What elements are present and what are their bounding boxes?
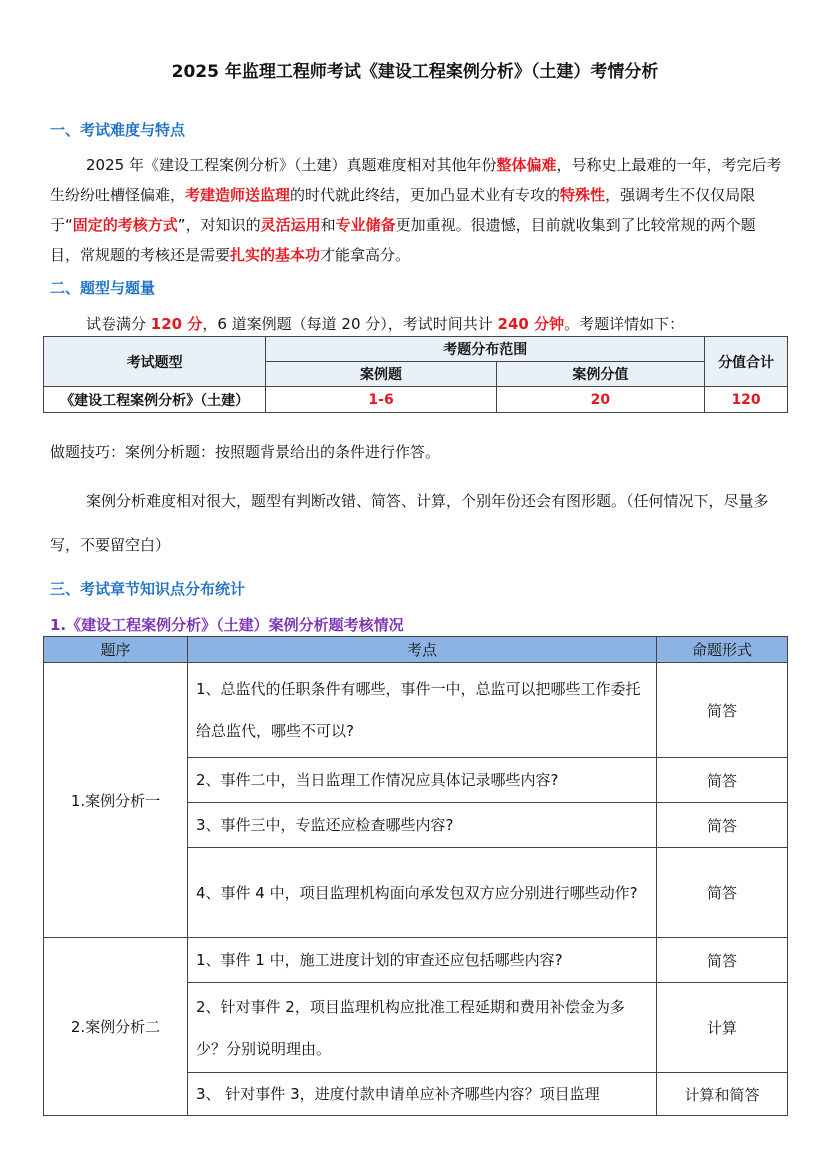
point-cell: 2、事件二中，当日监理工作情况应具体记录哪些内容? (188, 758, 657, 803)
form-cell: 计算和简答 (657, 1073, 788, 1116)
header-form: 命题形式 (657, 637, 788, 663)
section1-paragraph: 2025 年《建设工程案例分析》（土建）真题难度相对其他年份整体偏难，号称史上最难的一年，考完后考生纷纷吐槽怪偏难，考建造师送监理的时代就此终结，更加凸显术业有专攻的特殊性，强调考生不仅仅局限于“固定的考核方式”，对知识的灵活运用和专业储备更加重视。很遗憾，目前就收集到了比较常规的两个题目，常规题的考核还是需要扎实的基本功才能拿高分。 (50, 156, 782, 264)
form-cell: 简答 (657, 758, 788, 803)
knowledge-points-table (43, 636, 788, 1116)
page-title: 2025 年监理工程师考试《建设工程案例分析》（土建）考情分析 (171, 62, 659, 82)
header-order: 题序 (44, 637, 188, 663)
point-cell: 1、总监代的任职条件有哪些，事件一中，总监可以把哪些工作委托给总监代，哪些不可以? (188, 663, 657, 758)
group-name: 2.案例分析二 (44, 938, 188, 1116)
note-paragraph: 案例分析难度相对很大，题型有判断改错、简答、计算，个别年份还会有图形题。（任何情况下，尽量多写，不要留空白） (50, 492, 769, 554)
section1-heading: 一、考试难度与特点 (50, 121, 186, 139)
header-point: 考点 (188, 637, 657, 663)
cell-exam-type: 《建设工程案例分析》（土建） (44, 387, 266, 413)
point-cell: 4、事件 4 中，项目监理机构面向承发包双方应分别进行哪些动作? (188, 848, 657, 938)
cell-case-score: 20 (496, 387, 704, 413)
table-row (44, 663, 788, 758)
section2-intro: 试卷满分 120 分，6 道案例题（每道 20 分），考试时间共计 240 分钟。考题详情如下： (86, 315, 685, 333)
form-cell: 简答 (657, 848, 788, 938)
section3-subheading: 1.《建设工程案例分析》（土建）案例分析题考核情况 (50, 616, 404, 634)
form-cell: 计算 (657, 983, 788, 1073)
table-row (44, 938, 788, 983)
section2-heading: 二、题型与题量 (50, 279, 156, 297)
header-case-score: 案例分值 (496, 362, 704, 387)
point-cell: 3、 针对事件 3，进度付款申请单应补齐哪些内容？项目监理 (188, 1073, 657, 1116)
header-case-questions: 案例题 (266, 362, 496, 387)
form-cell: 简答 (657, 803, 788, 848)
form-cell: 简答 (657, 663, 788, 758)
header-total: 分值合计 (705, 337, 788, 387)
point-cell: 2、针对事件 2，项目监理机构应批准工程延期和费用补偿金为多少？分别说明理由。 (188, 983, 657, 1073)
point-cell: 3、事件三中，专监还应检查哪些内容? (188, 803, 657, 848)
group-name: 1.案例分析一 (44, 663, 188, 938)
tip-line: 做题技巧：案例分析题：按照题背景给出的条件进行作答。 (50, 443, 441, 461)
cell-total: 120 (705, 387, 788, 413)
form-cell: 简答 (657, 938, 788, 983)
exam-format-table (43, 336, 788, 413)
header-range: 考题分布范围 (266, 337, 705, 362)
cell-case-questions: 1-6 (266, 387, 496, 413)
point-cell: 1、事件 1 中，施工进度计划的审查还应包括哪些内容? (188, 938, 657, 983)
header-exam-type: 考试题型 (44, 337, 266, 387)
section3-heading: 三、考试章节知识点分布统计 (50, 580, 246, 598)
